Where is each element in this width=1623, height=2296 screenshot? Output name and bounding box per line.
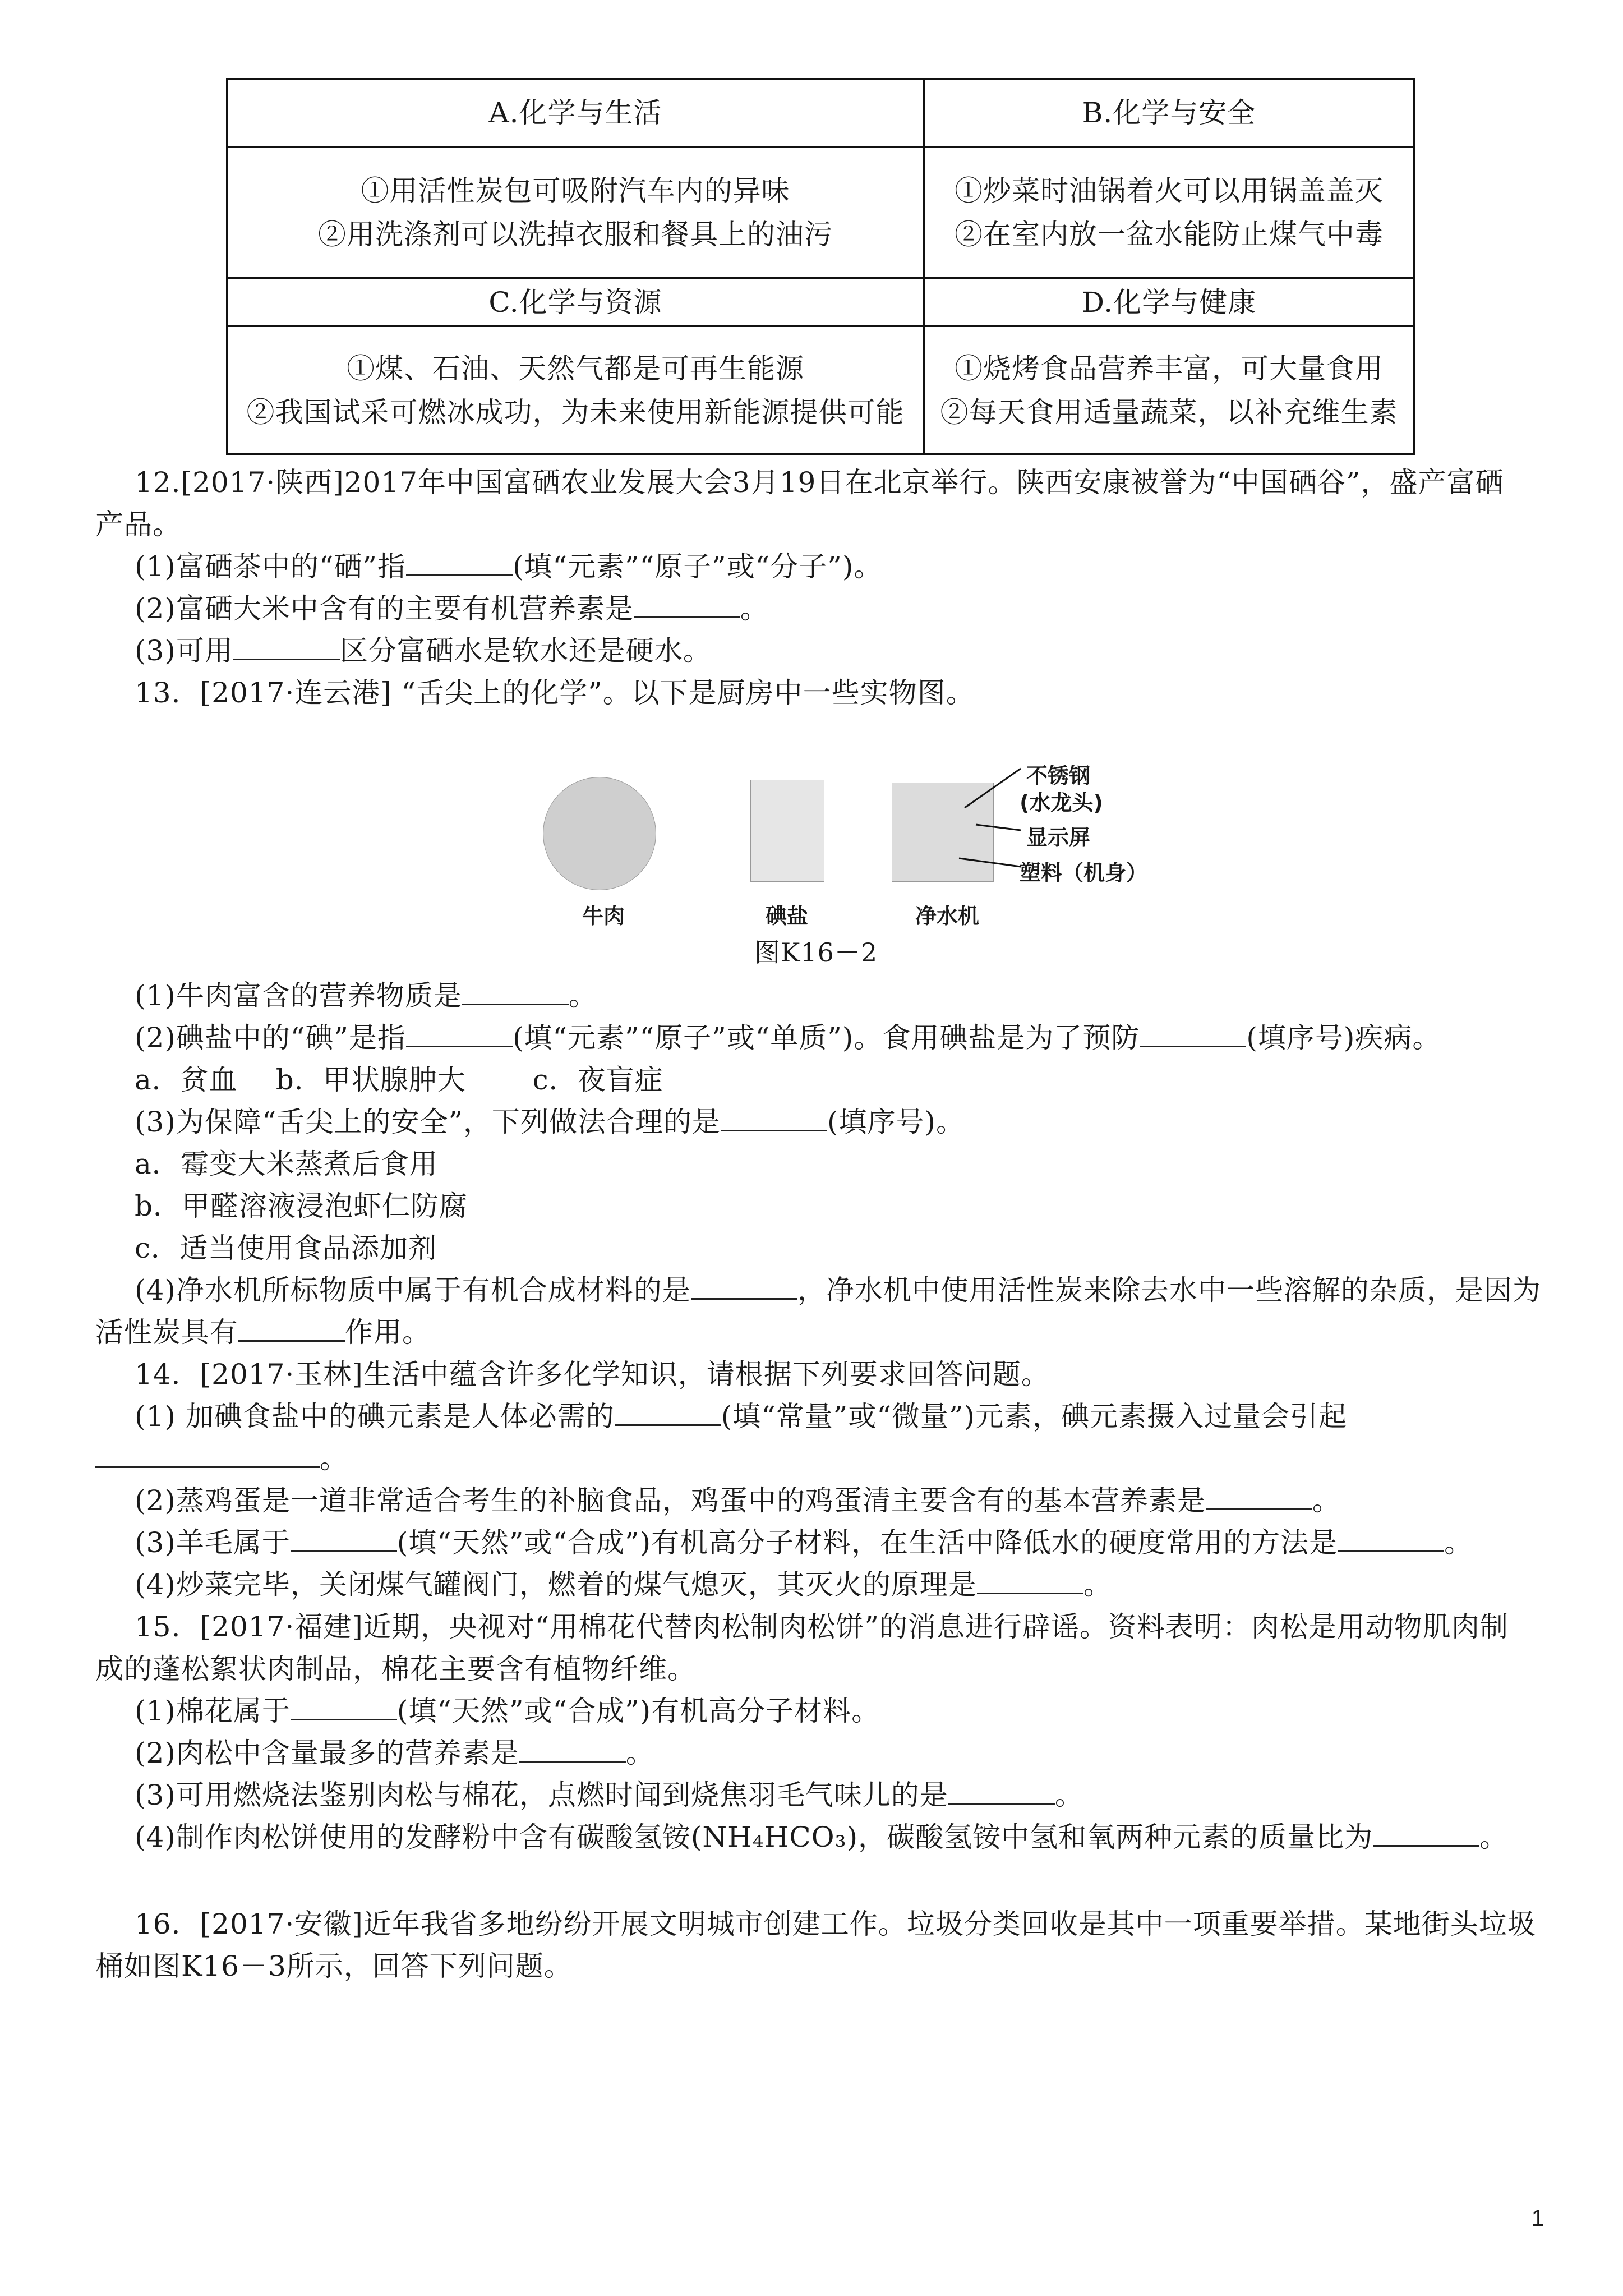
- label-faucet: (水龙头): [1020, 790, 1103, 815]
- beef-image: [543, 777, 656, 890]
- answer-blank[interactable]: [1140, 1021, 1246, 1047]
- answer-blank[interactable]: [291, 1526, 397, 1552]
- q13-part2-options: a．贫血 b．甲状腺肿大 c．夜盲症: [135, 1064, 663, 1096]
- page-number: 1: [1531, 2205, 1544, 2231]
- q12-stem: 12.[2017·陕西]2017年中国富硒农业发展大会3月19日在北京举行。陕西安康被誉为“中国硒谷”，盛产富硒: [135, 466, 1504, 499]
- q14-part2: (2)蒸鸡蛋是一道非常适合考生的补脑食品，鸡蛋中的鸡蛋清主要含有的基本营养素是 。: [135, 1484, 1341, 1517]
- label-stainless-steel: 不锈钢: [1026, 763, 1091, 788]
- q14-stem: 14．[2017·玉林]生活中蕴含许多化学知识，请根据下列要求回答问题。: [135, 1358, 1050, 1391]
- q12-part2: (2)富硒大米中含有的主要有机营养素是 。: [135, 592, 769, 625]
- cell-d-title: D.化学与健康: [1081, 286, 1257, 319]
- answer-blank[interactable]: [238, 1315, 345, 1342]
- leader-lines: [892, 757, 1026, 886]
- q15-stem: 15．[2017·福建]近期，央视对“用棉花代替肉松制肉松饼”的消息进行辟谣。资料表明：肉松是用动物肌肉制: [135, 1611, 1509, 1643]
- answer-blank[interactable]: [462, 979, 569, 1005]
- answer-blank[interactable]: [721, 1105, 827, 1131]
- q15-stem-cont: 成的蓬松絮状肉制品，棉花主要含有植物纤维。: [95, 1653, 696, 1685]
- q14-part3: (3)羊毛属于 (填“天然”或“合成”)有机高分子材料，在生活中降低水的硬度常用的方法是 。: [135, 1526, 1473, 1559]
- caption-salt: 碘盐: [766, 904, 809, 928]
- cell-d-body: ①烧烤食品营养丰富，可大量食用 ②每天食用适量蔬菜，以补充维生素: [940, 352, 1398, 429]
- options-table: [226, 78, 1415, 455]
- q15-part2: (2)肉松中含量最多的营养素是 。: [135, 1737, 654, 1769]
- answer-blank[interactable]: [1206, 1484, 1312, 1510]
- answer-blank[interactable]: [291, 1694, 397, 1720]
- q15-part4: (4)制作肉松饼使用的发酵粉中含有碳酸氢铵(NH₄HCO₃)，碳酸氢铵中氢和氧两种元素的质量比为 。: [135, 1821, 1509, 1853]
- answer-blank[interactable]: [1373, 1820, 1479, 1847]
- answer-blank[interactable]: [519, 1736, 626, 1763]
- label-display: 显示屏: [1026, 825, 1091, 850]
- q16-stem: 16．[2017·安徽]近年我省多地纷纷开展文明城市创建工作。垃圾分类回收是其中一项重要举措。某地街头垃圾: [135, 1908, 1536, 1940]
- answer-blank[interactable]: [233, 634, 340, 660]
- q13-part2: (2)碘盐中的“碘”是指 (填“元素”“原子”或“单质”)。食用碘盐是为了预防 (填序号)疾病。: [135, 1022, 1441, 1054]
- answer-blank[interactable]: [406, 1021, 513, 1047]
- answer-blank[interactable]: [95, 1442, 320, 1468]
- iodized-salt-image: [750, 780, 824, 882]
- cell-c-title: C.化学与资源: [488, 286, 662, 319]
- q14-part1: (1) 加碘食盐中的碘元素是人体必需的 (填“常量”或“微量”)元素，碘元素摄入过量会引起: [135, 1400, 1347, 1433]
- q13-part1: (1)牛肉富含的营养物质是 。: [135, 979, 597, 1012]
- q16-stem-cont: 桶如图K16－3所示，回答下列问题。: [95, 1950, 573, 1982]
- q14-part4: (4)炒菜完毕，关闭煤气罐阀门，燃着的煤气熄灭，其灭火的原理是 。: [135, 1568, 1112, 1601]
- q12-stem-cont: 产品。: [95, 508, 181, 541]
- q15-part3: (3)可用燃烧法鉴别肉松与棉花，点燃时闻到烧焦羽毛气味儿的是 。: [135, 1779, 1083, 1811]
- answer-blank[interactable]: [691, 1273, 797, 1300]
- cell-a-body: ①用活性炭包可吸附汽车内的异味 ②用洗涤剂可以洗掉衣服和餐具上的油污: [318, 174, 833, 251]
- q13-part3: (3)为保障“舌尖上的安全”，下列做法合理的是 (填序号)。: [135, 1106, 965, 1138]
- caption-purifier: 净水机: [915, 904, 980, 928]
- q13-part4: (4)净水机所标物质中属于有机合成材料的是 ，净水机中使用活性炭来除去水中一些溶解的杂质，是因为: [135, 1274, 1541, 1306]
- label-plastic: 塑料（机身）: [1020, 861, 1148, 885]
- answer-blank[interactable]: [406, 550, 513, 576]
- answer-blank[interactable]: [1338, 1526, 1444, 1552]
- answer-blank[interactable]: [634, 592, 740, 618]
- cell-c-body: ①煤、石油、天然气都是可再生能源 ②我国试采可燃冰成功，为未来使用新能源提供可能: [246, 352, 905, 429]
- q13-option-c: c．适当使用食品添加剂: [135, 1232, 437, 1264]
- caption-beef: 牛肉: [582, 904, 625, 928]
- answer-blank[interactable]: [977, 1568, 1083, 1594]
- cell-a-title: A.化学与生活: [488, 96, 662, 129]
- q13-stem: 13．[2017·连云港] “舌尖上的化学”。以下是厨房中一些实物图。: [135, 677, 975, 709]
- answer-blank[interactable]: [948, 1778, 1055, 1805]
- answer-blank[interactable]: [615, 1400, 721, 1426]
- q13-option-a: a．霉变大米蒸煮后食用: [135, 1148, 438, 1180]
- q12-part1: (1)富硒茶中的“硒”指 (填“元素”“原子”或“分子”)。: [135, 550, 883, 583]
- cell-b-title: B.化学与安全: [1082, 96, 1256, 129]
- q15-part1: (1)棉花属于 (填“天然”或“合成”)有机高分子材料。: [135, 1695, 880, 1727]
- q13-part4-cont: 活性炭具有 作用。: [95, 1316, 431, 1349]
- figure-caption: 图K16－2: [754, 937, 878, 968]
- q13-option-b: b．甲醛溶液浸泡虾仁防腐: [135, 1190, 468, 1222]
- q14-part1-cont: 。: [95, 1436, 348, 1481]
- q12-part3: (3)可用 区分富硒水是软水还是硬水。: [135, 634, 712, 667]
- cell-b-body: ①炒菜时油锅着火可以用锅盖盖灭 ②在室内放一盆水能防止煤气中毒: [955, 174, 1384, 251]
